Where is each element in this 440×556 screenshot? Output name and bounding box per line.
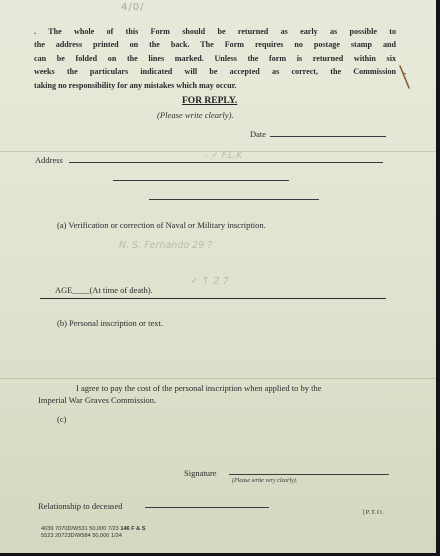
section-c-label: (c) [57,414,67,424]
instructions-line: can be folded on the lines marked. Unless the form is returned within six [34,53,396,63]
address-field-line-2[interactable] [113,180,289,181]
print-code-bold: 146 F & S [120,526,146,532]
print-codes [41,526,146,540]
relationship-field[interactable] [145,507,269,508]
instructions-line: the address printed on the back. The Form requires no postage stamp and [34,40,396,50]
age-label: AGE____(At time of death). [55,285,153,295]
section-b-label: (b) Personal inscription or text. [57,318,163,328]
agreement-line-2: Imperial War Graves Commission. [38,395,157,405]
signature-field[interactable] [229,474,389,475]
faint-handwriting: ✓ ↑ 2 7 [190,276,230,287]
address-field-line-1[interactable] [69,162,383,163]
instructions-line: weeks the particulars indicated will be accepted as correct, the Commission [34,67,396,77]
top-handwritten-mark: 4/0/ [121,2,145,13]
instructions-line: taking no responsibility for any mistakes which may occur. [34,80,237,90]
instructions-line: . The whole of this Form should be returned as early as possible to [34,27,396,36]
pencil-mark [398,64,412,92]
write-clearly-note: (Please write clearly). [157,110,234,120]
signature-label: Signature [184,468,217,478]
relationship-label: Relationship to deceased [38,501,123,511]
address-field-line-3[interactable] [149,199,319,200]
date-label: Date [250,129,267,139]
agreement-line-1: I agree to pay the cost of the personal inscription when applied to by the [76,383,322,393]
section-a-label: (a) Verification or correction of Naval or Military inscription. [57,220,266,230]
address-label: Address [35,155,63,165]
date-field[interactable] [270,136,386,137]
signature-note: (Please write very clearly). [232,478,298,484]
faint-handwriting: - ✓ F.L.K [205,151,243,161]
print-code-line: 5523 20723D/W584 50,000 1/24 [41,533,122,539]
print-code-line: 4039 7070D/W531 50,000 7/23 [41,526,119,532]
faint-handwriting: N. S. Fernando 29 ? [119,240,213,251]
age-field[interactable] [40,298,386,299]
fold-line [0,378,436,379]
for-reply-heading: FOR REPLY. [182,96,238,106]
pto-marker: [P.T.O. [363,509,385,516]
instructions-paragraph [34,25,396,92]
